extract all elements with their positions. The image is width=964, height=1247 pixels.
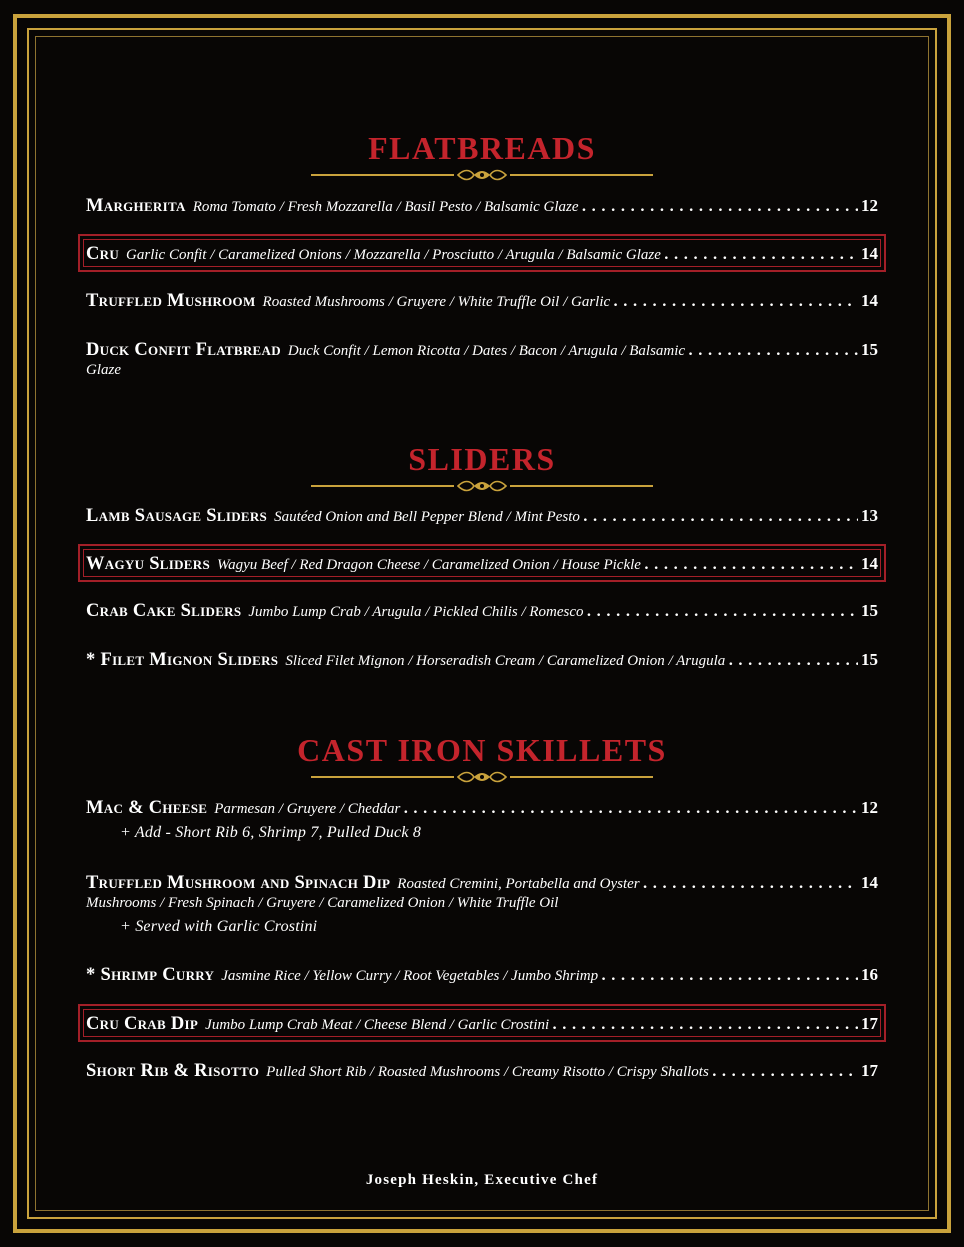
section-title: SLIDERS — [408, 441, 556, 477]
menu-item — [86, 506, 878, 527]
item-name: Cru — [86, 244, 120, 264]
item-name: Truffled Mushroom — [86, 291, 256, 311]
dot-leader — [552, 1016, 858, 1035]
item-name: Cru Crab Dip — [86, 1014, 199, 1034]
item-name: * Shrimp Curry — [86, 965, 215, 985]
menu-item — [86, 650, 878, 671]
item-price: 14 — [861, 873, 878, 892]
menu-item-featured — [86, 1014, 878, 1035]
item-description: Wagyu Beef / Red Dragon Cheese / Caramelized Onion / House Pickle — [217, 557, 641, 573]
item-name: Mac & Cheese — [86, 798, 208, 818]
section-title: FLATBREADS — [368, 130, 596, 166]
item-name: Crab Cake Sliders — [86, 601, 242, 621]
ornament-divider — [311, 770, 653, 784]
menu-item — [86, 196, 878, 217]
scroll-ornament-icon — [454, 479, 510, 493]
dot-leader — [643, 875, 858, 894]
dot-leader — [644, 556, 858, 575]
section-header-skillets — [0, 732, 964, 784]
item-name: Truffled Mushroom and Spinach Dip — [86, 873, 391, 893]
scroll-ornament-icon — [454, 770, 510, 784]
item-price: 15 — [861, 340, 878, 359]
item-description: Sautéed Onion and Bell Pepper Blend / Mint Pesto — [274, 509, 580, 525]
section-header-flatbreads — [0, 130, 964, 182]
dot-leader — [664, 246, 858, 265]
dot-leader — [728, 652, 858, 671]
item-description: Jumbo Lump Crab / Arugula / Pickled Chilis / Romesco — [248, 604, 584, 620]
dot-leader — [601, 967, 858, 986]
item-description: Parmesan / Gruyere / Cheddar — [214, 801, 401, 817]
item-description: Jasmine Rice / Yellow Curry / Root Vegetables / Jumbo Shrimp — [221, 968, 599, 984]
item-description: Roasted Mushrooms / Gruyere / White Truffle Oil / Garlic — [262, 294, 611, 310]
item-price: 15 — [861, 650, 878, 669]
item-price: 17 — [861, 1014, 878, 1033]
chef-credit: Joseph Heskin, Executive Chef — [365, 1172, 599, 1188]
section-header-sliders — [0, 441, 964, 493]
item-price: 17 — [861, 1061, 878, 1080]
item-addon: + Served with Garlic Crostini — [120, 918, 318, 935]
menu-item — [86, 340, 878, 380]
item-description: Roma Tomato / Fresh Mozzarella / Basil Pesto / Balsamic Glaze — [192, 199, 579, 215]
item-price: 12 — [861, 798, 878, 817]
dot-leader — [583, 508, 858, 527]
menu-item — [86, 601, 878, 622]
item-description: Garlic Confit / Caramelized Onions / Mozzarella / Prosciutto / Arugula / Balsamic Glaze — [126, 247, 661, 263]
dot-leader — [587, 603, 858, 622]
menu-item — [86, 965, 878, 986]
menu-item — [86, 798, 878, 842]
item-description: Pulled Short Rib / Roasted Mushrooms / Creamy Risotto / Crispy Shallots — [266, 1064, 709, 1080]
item-name: Wagyu Sliders — [86, 554, 210, 574]
item-price: 14 — [861, 554, 878, 573]
item-description: Duck Confit / Lemon Ricotta / Dates / Bacon / Arugula / Balsamic — [287, 343, 686, 359]
section-title: CAST IRON SKILLETS — [297, 732, 667, 768]
dot-leader — [613, 293, 858, 312]
menu-item — [86, 291, 878, 312]
menu-item — [86, 1061, 878, 1082]
dot-leader — [688, 342, 858, 361]
item-addon: + Add - Short Rib 6, Shrimp 7, Pulled Duck 8 — [120, 824, 422, 841]
item-name: Lamb Sausage Sliders — [86, 506, 268, 526]
item-description: Jumbo Lump Crab Meat / Cheese Blend / Garlic Crostini — [205, 1017, 550, 1033]
menu-item-featured — [86, 554, 878, 575]
item-name: Short Rib & Risotto — [86, 1061, 260, 1081]
item-name: Duck Confit Flatbread — [86, 340, 281, 360]
item-price: 12 — [861, 196, 878, 215]
item-price: 15 — [861, 601, 878, 620]
menu-item — [86, 873, 878, 936]
item-name: * Filet Mignon Sliders — [86, 650, 279, 670]
item-description: Sliced Filet Mignon / Horseradish Cream / Caramelized Onion / Arugula — [285, 653, 726, 669]
item-description: Roasted Cremini, Portabella and Oyster — [397, 876, 640, 892]
scroll-ornament-icon — [454, 168, 510, 182]
dot-leader — [712, 1063, 858, 1082]
dot-leader — [403, 800, 858, 819]
item-price: 14 — [861, 291, 878, 310]
item-price: 14 — [861, 244, 878, 263]
dot-leader — [582, 198, 858, 217]
menu-item-featured — [86, 244, 878, 265]
ornament-divider — [311, 168, 653, 182]
item-description-continued: Glaze — [86, 362, 121, 378]
item-price: 16 — [861, 965, 878, 984]
item-price: 13 — [861, 506, 878, 525]
item-name: Margherita — [86, 196, 186, 216]
item-description-continued: Mushrooms / Fresh Spinach / Gruyere / Caramelized Onion / White Truffle Oil — [86, 895, 559, 911]
ornament-divider — [311, 479, 653, 493]
